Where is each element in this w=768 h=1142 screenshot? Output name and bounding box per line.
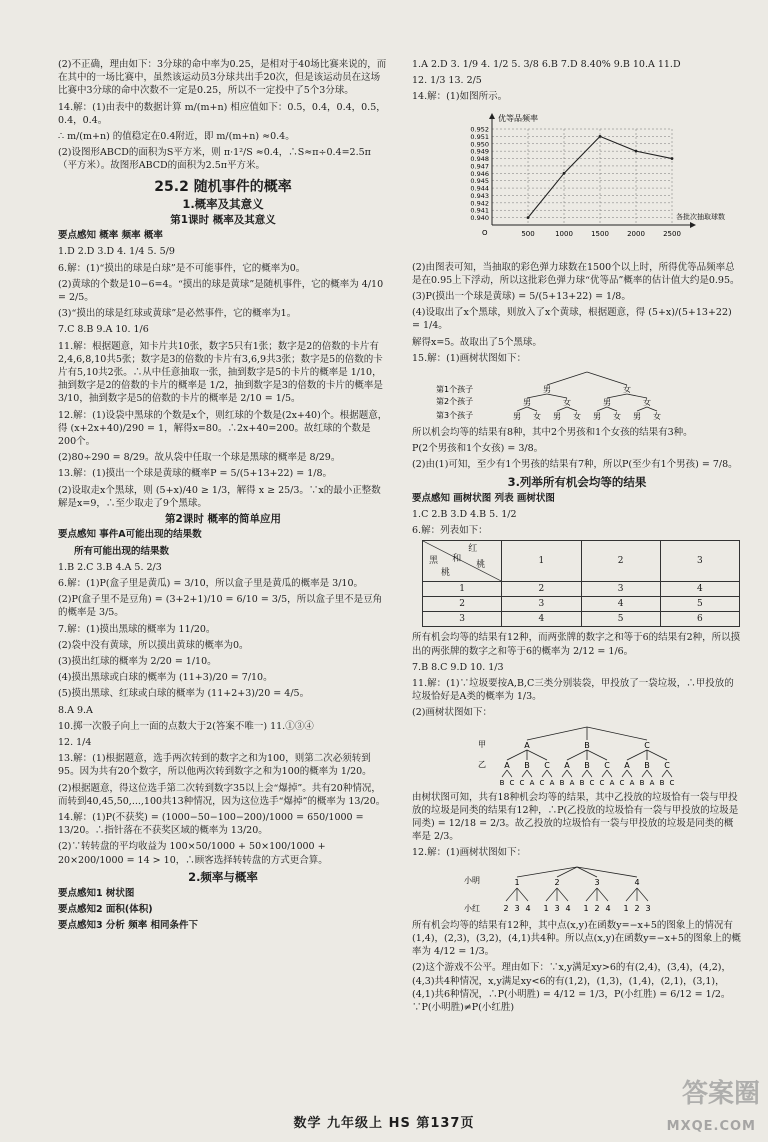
paragraph: (2)袋中没有黄球，所以摸出黄球的概率为0。 [58, 639, 249, 651]
x-tick-label: 2000 [627, 229, 645, 238]
paragraph: (3)“摸出的球是红球或黄球”是必然事件，它的概率为1。 [58, 308, 297, 320]
table-cell: 4 [502, 612, 581, 627]
row-label: 甲 [478, 739, 486, 749]
tree-edge [562, 770, 567, 777]
paragraph: (2)设取走x个黑球，则 (5+x)/40 ≥ 1/3，解得 x ≥ 25/3。∵x的最小正整数解是x=9，∴至少取走了9个黑球。 [58, 484, 381, 509]
table-col-header: 2 [581, 541, 660, 582]
tree-edge [637, 888, 648, 901]
paragraph: 7.解：(1)摸出黑球的概率为 11/20。 [58, 623, 216, 635]
tree-node: A [504, 760, 510, 770]
tree-node: 2 [594, 903, 600, 913]
tree-edge [577, 867, 637, 877]
row-label: 第3个孩子 [436, 411, 474, 421]
x-tick-label: 2500 [663, 229, 681, 238]
page-footer: 数学 九年级上 HS 第137页 [293, 1116, 475, 1131]
tree-node: 男 [553, 412, 561, 422]
table-row-header: 1 [423, 582, 502, 597]
paragraph: (2)根据题意，得这位选手第二次转到数字35以上会“爆掉”。共有20种情况，而转到40,45,50,...,100共13种情况，因为这位选手“爆掉”的概率为 13/20。 [58, 782, 386, 807]
paragraph: 7.C 8.B 9.A 10. 1/6 [58, 324, 149, 336]
y-tick-label: 0.945 [470, 176, 489, 185]
row-label: 乙 [478, 759, 486, 769]
tree-node: 男 [513, 412, 521, 422]
tree-edge [647, 770, 652, 777]
tree-node: B [584, 740, 590, 750]
tree-node: 4 [605, 903, 611, 913]
x-tick-label: 500 [521, 229, 535, 238]
table-cell: 2 [502, 582, 581, 597]
subsection-title: 3.列举所有机会均等的结果 [507, 474, 647, 489]
paragraph: 13.解：(1)根据题意，选手两次转到的数字之和为100，则第二次必须转到95。因为共有20个数字，所以他两次转到数字之和为100的概率为 1/20。 [58, 753, 372, 778]
tree-node: 1 [623, 903, 629, 913]
tree-edge [637, 407, 647, 411]
tree-edge [557, 888, 568, 901]
tree-edge [507, 770, 512, 777]
tree-node: 3 [594, 877, 600, 887]
table-cell: 4 [660, 582, 739, 597]
tree-edge [527, 770, 532, 777]
tree-node: 1 [583, 903, 589, 913]
tree-edge [667, 770, 672, 777]
tree-edge [527, 407, 537, 411]
tree-node: 4 [634, 877, 640, 887]
data-point [635, 149, 638, 152]
y-tick-label: 0.940 [470, 213, 489, 222]
paragraph: 7.B 8.C 9.D 10. 1/3 [412, 661, 504, 673]
data-point [599, 135, 602, 138]
table-cell: 5 [660, 597, 739, 612]
tree-node: 4 [525, 903, 531, 913]
tree-node: 女 [643, 398, 651, 408]
tree-node: 女 [573, 412, 581, 422]
paragraph: 1.B 2.C 3.B 4.A 5. 2/3 [58, 561, 162, 573]
table-col-header: 3 [660, 541, 739, 582]
tree-node: 女 [533, 412, 541, 422]
garbage-tree-diagram [412, 723, 732, 787]
tree-edge [546, 888, 557, 901]
tree-node: C [589, 778, 595, 787]
paragraph: (3)摸出红球的概率为 2/20 = 1/10。 [58, 655, 217, 667]
corner-label: 和 [452, 554, 462, 565]
paragraph: 1.C 2.B 3.D 4.B 5. 1/2 [412, 509, 517, 521]
tree-node: A [564, 760, 570, 770]
tree-node: A [529, 778, 535, 787]
tree-node: A [609, 778, 615, 787]
table-cell: 3 [502, 597, 581, 612]
table-row [423, 582, 740, 597]
y-tick-label: 0.942 [470, 198, 489, 207]
paragraph: (2)∵转转盘的平均收益为 100×50/1000 + 50×100/1000 + 20×200/1000 = 14 > 10，∴顾客选择转转盘的方式更合算。 [58, 841, 328, 866]
subsection-title: 2.频率与概率 [188, 869, 258, 884]
tree-edge [647, 407, 657, 411]
paragraph: 6.解：(1)P(盒子里是黄瓜) = 3/10，所以盒子里是黄瓜的概率是 3/10。 [58, 577, 364, 589]
paragraph: (2)80÷290 = 8/29。故从袋中任取一个球是黑球的概率是 8/29。 [58, 452, 341, 464]
paragraph: 11.解：(1)∵垃圾要按A,B,C三类分别装袋，甲投放了一袋垃圾，∴甲投放的垃圾恰好是A类的概率为 1/3。 [412, 678, 734, 703]
y-tick-label: 0.952 [470, 125, 489, 134]
table-row [423, 597, 740, 612]
x-tick-label: 1000 [555, 229, 573, 238]
watermark-text: 答案圈 [681, 1079, 760, 1109]
tree-node: C [664, 760, 670, 770]
tree-edge [627, 750, 647, 760]
tree-edge [597, 407, 607, 411]
tree-node: C [539, 778, 545, 787]
paragraph: 12. 1/4 [58, 736, 92, 748]
paragraph: (4)设取出了x个黑球，则放入了x个黄球，根据题意，得 (5+x)/(5+13+22) = 1/4。 [412, 307, 732, 332]
table-cell: 3 [581, 582, 660, 597]
tree-edge [587, 750, 607, 760]
table-col-header: 1 [502, 541, 581, 582]
paragraph: (2)由(1)可知，至少有1个男孩的结果有7种，所以P(至少有1个男孩) = 7/8。 [412, 459, 738, 471]
tree-edge [517, 407, 527, 411]
data-point [527, 216, 530, 219]
tree-edge [522, 770, 527, 777]
key-points: 要点感知 概率 频率 概率 [58, 230, 163, 242]
tree-node: A [569, 778, 575, 787]
tree-node: 女 [563, 398, 571, 408]
tree-edge [587, 372, 627, 385]
table-row-header: 3 [423, 612, 502, 627]
corner-label: 黑 [429, 556, 439, 567]
tree-node: B [584, 760, 590, 770]
tree-edge [582, 770, 587, 777]
tree-node: C [604, 760, 610, 770]
x-axis-label: 各批次抽取球数 [676, 212, 725, 221]
tree-edge [587, 770, 592, 777]
watermark [600, 1079, 760, 1138]
paragraph: 13.解：(1)摸出一个球是黄球的概率P = 5/(5+13+22) = 1/8。 [58, 468, 333, 480]
paragraph: 6.解：(1)“摸出的球是白球”是不可能事件，它的概率为0。 [58, 262, 306, 274]
tree-node: C [544, 760, 550, 770]
tree-edge [547, 770, 552, 777]
table-cell: 4 [581, 597, 660, 612]
tree-edge [527, 727, 587, 740]
key-points: 要点感知 画树状图 列表 画树状图 [412, 492, 555, 504]
paragraph: 所以机会均等的结果有8种，其中2个男孩和1个女孩的结果有3种。 [412, 427, 693, 439]
tree-node: B [524, 760, 530, 770]
tree-edge [642, 770, 647, 777]
tree-edge [517, 888, 528, 901]
paragraph: 14.解：(1)P(不获奖) = (1000−50−100−200)/1000 = 650/1000 = 13/20。∴指针落在不获奖区域的概率为 13/20。 [58, 811, 364, 837]
paragraph: 由树状图可知，共有18种机会均等的结果，其中乙投放的垃圾恰有一袋与甲投放的垃圾是同类的结果有12种，∴P(乙投放的垃圾恰有一袋与甲投放的垃圾是同类) = 12/18 = 2/3。故乙投放的垃圾恰有一袋与甲投放的垃圾是同类的概率是 2/3。 [412, 791, 739, 843]
tree-edge [527, 750, 547, 760]
tree-edge [567, 770, 572, 777]
paragraph: (2)黄球的个数是10−6=4。“摸出的球是黄球”是随机事件，它的概率为 4/10 = 2/5。 [58, 278, 384, 304]
tree-node: 男 [633, 412, 641, 422]
lesson-title: 第1课时 概率及其意义 [170, 214, 276, 227]
y-axis-arrow [489, 113, 495, 119]
y-tick-label: 0.943 [470, 191, 489, 200]
tree-node: 2 [634, 903, 640, 913]
tree-edge [597, 888, 608, 901]
tree-node: 男 [593, 412, 601, 422]
tree-node: 3 [514, 903, 520, 913]
paragraph: 所有机会均等的结果有12种，其中点(x,y)在函数y=−x+5的图象上的情况有(1,4)，(2,3)，(3,2)，(4,1)共4种。所以点(x,y)在函数y=−x+5的图象上的概率为 4/12 = 1/3。 [412, 919, 741, 958]
tree-edge [607, 407, 617, 411]
tree-node: B [579, 778, 585, 787]
paragraph: 12. 1/3 13. 2/5 [412, 75, 482, 87]
tree-node: 男 [523, 398, 531, 408]
row-label: 第2个孩子 [436, 397, 474, 407]
tree-node: C [644, 740, 650, 750]
tree-edge [547, 372, 587, 385]
y-tick-label: 0.951 [470, 132, 489, 141]
paragraph: 10.掷一次骰子向上一面的点数大于2(答案不唯一) 11.①③④ [58, 720, 314, 732]
tree-node: B [639, 778, 645, 787]
tree-edge [517, 867, 577, 877]
paragraph: (2)设图形ABCD的面积为S平方米，则 π·1²/S ≈0.4，∴S≈π÷0.4=2.5π（平方米）。故图形ABCD的面积为2.5π平方米。 [58, 147, 371, 172]
paragraph: (4)摸出黑球或白球的概率为 (11+3)/20 = 7/10。 [58, 672, 273, 684]
sum-table [422, 540, 740, 627]
tree-node: 1 [543, 903, 549, 913]
tree-edge [587, 727, 647, 740]
tree-node: A [549, 778, 555, 787]
key-points: 要点感知2 面积(体积) [58, 904, 153, 916]
tree-node: B [499, 778, 505, 787]
tree-edge [507, 750, 527, 760]
lesson-title: 第2课时 概率的简单应用 [165, 513, 281, 526]
tree-node: 男 [543, 385, 551, 395]
right-column [412, 58, 742, 1017]
tree-node: 2 [503, 903, 509, 913]
data-point [671, 157, 674, 160]
tree-edge [506, 888, 517, 901]
corner-label: 红 [468, 544, 478, 555]
tree-node: 女 [653, 412, 661, 422]
tree-edge [586, 888, 597, 901]
x-axis-arrow [690, 222, 696, 228]
paragraph: (3)P(摸出一个球是黄球) = 5/(5+13+22) = 1/8。 [412, 291, 631, 303]
tree-edge [607, 770, 612, 777]
paragraph: 14.解：(1)如图所示。 [412, 91, 508, 103]
paragraph: 11.解：根据题意，知卡片共10张，数字5只有1张；数字是2的倍数的卡片有2,4,6,8,10共5张；数字是3的倍数的卡片有3,6,9共3张；数字是5的倍数的卡片有5,10共2张。∴从中任意抽取一张，抽到数字是5的卡片的概率是 1/10，抽到数字是2的倍数的卡片的概率是 1/2，抽到数字是3的倍数的卡片的概率是 3/10，抽到数字是5的倍数的卡片的概率是 2/10 = 1/5。 [58, 340, 383, 405]
children-tree-diagram [412, 368, 732, 422]
origin-label: O [482, 228, 488, 237]
x-tick-label: 1500 [591, 229, 609, 238]
tree-edge [557, 407, 567, 411]
paragraph: 12.解：(1)设袋中黑球的个数是x个，则红球的个数是(2x+40)个。根据题意，得 (x+2x+40)/290 = 1，解得x=80。∴2x+40=200。故红球的个数是200个。 [58, 409, 388, 448]
y-tick-label: 0.949 [470, 147, 489, 156]
table-row-header: 2 [423, 597, 502, 612]
data-point [563, 172, 566, 175]
y-tick-label: 0.946 [470, 169, 489, 178]
tree-node: 1 [514, 877, 520, 887]
tree-edge [602, 770, 607, 777]
y-tick-label: 0.941 [470, 206, 489, 215]
corner-label: 桃 [441, 568, 451, 579]
tree-edge [662, 770, 667, 777]
tree-node: 女 [613, 412, 621, 422]
tree-node: 3 [554, 903, 560, 913]
key-points: 要点感知3 分析 频率 相同条件下 [58, 920, 199, 932]
tree-node: B [659, 778, 665, 787]
paragraph: 6.解：列表如下： [412, 525, 488, 537]
tree-edge [567, 750, 587, 760]
row-label: 小红 [464, 903, 480, 913]
left-column [58, 58, 388, 936]
row-label: 小明 [464, 875, 480, 885]
paragraph: ∴ m/(m+n) 的值稳定在0.4附近，即 m/(m+n) ≈0.4。 [58, 131, 295, 143]
tree-node: 女 [623, 385, 631, 395]
tree-edge [627, 770, 632, 777]
paragraph: 15.解：(1)画树状图如下： [412, 352, 527, 364]
paragraph: 8.A 9.A [58, 704, 93, 716]
tree-edge [622, 770, 627, 777]
y-tick-label: 0.944 [470, 184, 489, 193]
table-cell: 6 [660, 612, 739, 627]
tree-node: A [649, 778, 655, 787]
y-axis-label: 优等品频率 [498, 113, 538, 123]
corner-label: 桃 [476, 560, 486, 571]
paragraph: P(2个男孩和1个女孩) = 3/8。 [412, 443, 544, 455]
tree-edge [626, 888, 637, 901]
row-label: 第1个孩子 [436, 385, 474, 395]
paragraph: 12.解：(1)画树状图如下： [412, 847, 527, 859]
table-corner [423, 541, 502, 582]
tree-edge [567, 407, 577, 411]
tree-node: C [599, 778, 605, 787]
tree-node: A [629, 778, 635, 787]
section-title: 25.2 随机事件的概率 [154, 178, 292, 195]
tree-node: 男 [603, 398, 611, 408]
tree-node: C [519, 778, 525, 787]
paragraph: 所有机会均等的结果有12种，而两张牌的数字之和等于6的结果有2种，所以摸出的两张牌的数字之和等于6的概率为 2/12 = 1/6。 [412, 632, 741, 657]
subsection-title: 1.概率及其意义 [182, 196, 264, 211]
tree-node: B [644, 760, 650, 770]
tree-edge [502, 770, 507, 777]
y-tick-label: 0.948 [470, 154, 489, 163]
tree-edge [647, 750, 667, 760]
frequency-line-chart [412, 107, 732, 257]
paragraph: 1.A 2.D 3. 1/9 4. 1/2 5. 3/8 6.B 7.D 8.40% 9.B 10.A 11.D [412, 59, 681, 70]
key-points: 所有可能出现的结果数 [74, 545, 170, 557]
card-tree-diagram [412, 863, 732, 915]
tree-node: C [669, 778, 675, 787]
tree-node: C [509, 778, 515, 787]
tree-node: 4 [565, 903, 571, 913]
paragraph: 14.解：(1)由表中的数据计算 m/(m+n) 相应值如下：0.5，0.4，0.4，0.5，0.4，0.4。 [58, 101, 386, 126]
tree-node: 2 [554, 877, 560, 887]
watermark-url: MXQE.COM [666, 1119, 756, 1134]
table-cell: 5 [581, 612, 660, 627]
y-tick-label: 0.947 [470, 162, 489, 171]
paragraph: (2)这个游戏不公平。理由如下：∵x,y满足xy>6的有(2,4)，(3,4)，(4,2)，(4,3)共4种情况，x,y满足xy<6的有(1,2)，(1,3)，(1,4)，(2,1)，(3,1)，(4,1)共6种情况，∴P(小明胜) = 4/12 = 1/3，P(小红胜) = 6/12 = 1/2。∵P(小明胜)≠P(小红胜) [412, 962, 731, 1013]
tree-node: A [624, 760, 630, 770]
tree-node: A [524, 740, 530, 750]
paragraph: (5)摸出黑球、红球或白球的概率为 (11+2+3)/20 = 4/5。 [58, 688, 310, 700]
paragraph: (2)画树状图如下： [412, 707, 492, 719]
table-row [423, 612, 740, 627]
paragraph: (2)P(盒子里不是豆角) = (3+2+1)/10 = 6/10 = 3/5，所以盒子里不是豆角的概率是 3/5。 [58, 594, 383, 619]
key-points: 要点感知 事件A可能出现的结果数 [58, 529, 202, 541]
tree-node: C [619, 778, 625, 787]
tree-edge [542, 770, 547, 777]
tree-node: B [559, 778, 565, 787]
key-points: 要点感知1 树状图 [58, 887, 135, 899]
tree-node: 3 [645, 903, 651, 913]
paragraph: 解得x=5。故取出了5个黑球。 [412, 336, 542, 348]
paragraph: (2)不正确，理由如下：3分球的命中率为0.25，是相对于40场比赛来说的，而在其中的一场比赛中，虽然该运动员3分球共出手20次，但是该运动员在这场比赛中3分球的命中次数不一定是0.25，所以不一定投中了5个3分球。 [58, 59, 387, 97]
paragraph: (2)由图表可知，当抽取的彩色弹力球数在1500个以上时，所得优等品频率总是在0.95上下浮动，所以这批彩色弹力球“优等品”概率的估计值大约是0.95。 [412, 261, 740, 286]
paragraph: 1.D 2.D 3.D 4. 1/4 5. 5/9 [58, 246, 175, 258]
y-tick-label: 0.950 [470, 139, 489, 148]
